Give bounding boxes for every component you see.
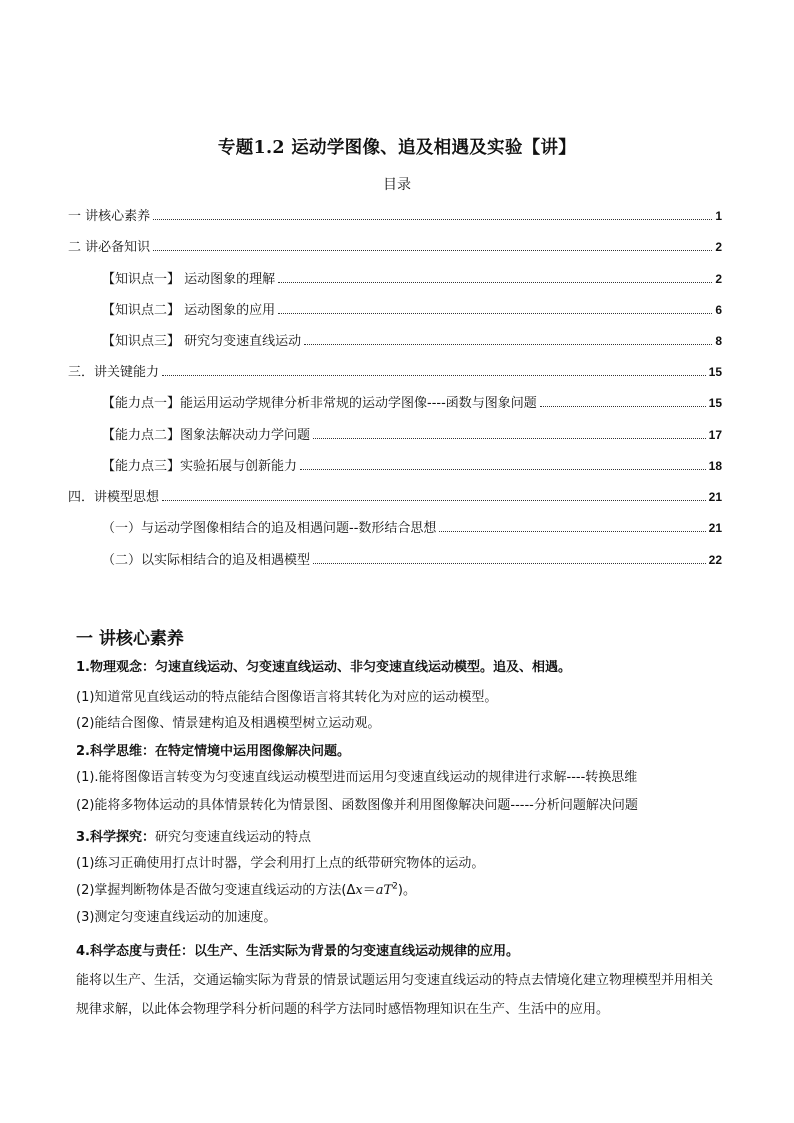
toc-item-page: 8: [715, 334, 722, 348]
toc-item-label: 四．讲模型思想: [68, 490, 160, 505]
toc-heading: 目录: [383, 177, 411, 193]
toc-item-label: 【知识点三】 研究匀变速直线运动: [102, 334, 302, 349]
formula-prefix: (2)掌握判断物体是否做匀变速直线运动的方法(Δ: [76, 883, 356, 898]
paragraph: (1).能将图像语言转变为匀变速直线运动模型进而运用匀变速直线运动的规律进行求解----转换思维: [76, 770, 638, 785]
paragraph: (1)知道常见直线运动的特点能结合图像语言将其转化为对应的运动模型。: [76, 690, 498, 705]
toc-item[interactable]: [102, 330, 722, 350]
inquiry-label: 3.科学探究：: [76, 830, 155, 845]
toc-item-page: 1: [715, 209, 722, 223]
toc-item-label: （一）与运动学图像相结合的追及相遇问题--数形结合思想: [102, 521, 437, 536]
core-literacy-scientific-inquiry: [76, 826, 311, 845]
core-literacy-scientific-thinking: 2.科学思维：在特定情境中运用图像解决问题。: [76, 744, 350, 759]
toc-item-page: 22: [708, 553, 722, 567]
toc-item-page: 21: [708, 521, 722, 535]
toc-item[interactable]: [68, 486, 722, 506]
toc-item-label: 【能力点二】图象法解决动力学问题: [102, 428, 311, 443]
toc-item-page: 2: [715, 272, 722, 286]
toc-leader-dots: [439, 531, 705, 532]
paragraph: (2)能结合图像、情景建构追及相遇模型树立运动观。: [76, 716, 381, 731]
toc-item-label: 【能力点一】能运用运动学规律分析非常规的运动学图像----函数与图象问题: [102, 396, 537, 411]
toc-leader-dots: [300, 469, 706, 470]
toc-item-page: 15: [708, 365, 722, 379]
toc-leader-dots: [278, 313, 712, 314]
toc-item[interactable]: [68, 205, 722, 225]
toc-item[interactable]: [102, 268, 722, 288]
toc-item[interactable]: [102, 549, 722, 569]
paragraph: (3)测定匀变速直线运动的加速度。: [76, 910, 277, 925]
toc-item-page: 2: [715, 240, 722, 254]
toc-item[interactable]: [102, 455, 722, 475]
toc-item[interactable]: [68, 236, 722, 256]
formula-superscript: 2: [392, 881, 398, 892]
formula-equals: ＝: [362, 883, 376, 898]
core-literacy-scientific-attitude: 4.科学态度与责任：以生产、生活实际为背景的匀变速直线运动规律的应用。: [76, 944, 519, 959]
toc-item-label: 【能力点三】实验拓展与创新能力: [102, 459, 298, 474]
toc-leader-dots: [313, 563, 706, 564]
paragraph: [76, 879, 416, 898]
toc-item-page: 15: [708, 396, 722, 410]
toc-item-label: 【知识点二】 运动图象的应用: [102, 303, 276, 318]
toc-item[interactable]: [102, 299, 722, 319]
toc-item-label: 三．讲关键能力: [68, 365, 160, 380]
paragraph-body: 能将以生产、生活，交通运输实际为背景的情景试题运用匀变速直线运动的特点去情境化建立物理模型并用相关规律求解，以此体会物理学科分析问题的科学方法同时感悟物理知识在生产、生活中的应用。: [76, 973, 714, 1017]
toc-item[interactable]: [68, 361, 722, 381]
section-heading: 一 讲核心素养: [76, 629, 184, 649]
toc-leader-dots: [153, 219, 712, 220]
paragraph: (2)能将多物体运动的具体情景转化为情景图、函数图像并利用图像解决问题-----分析问题解决问题: [76, 798, 638, 813]
formula-x: x: [355, 883, 363, 898]
toc-item-label: 一 讲核心素养: [68, 209, 151, 224]
formula-aT: aT: [375, 883, 393, 898]
toc-leader-dots: [153, 250, 712, 251]
toc-leader-dots: [162, 500, 706, 501]
toc-item[interactable]: [102, 424, 722, 444]
core-literacy-physics-concept: 1.物理观念：匀速直线运动、匀变速直线运动、非匀变速直线运动模型。追及、相遇。: [76, 660, 571, 675]
toc-item[interactable]: [102, 392, 722, 412]
toc-item-label: 【知识点一】 运动图象的理解: [102, 272, 276, 287]
toc-item-page: 17: [708, 428, 722, 442]
toc-item-page: 6: [715, 303, 722, 317]
toc-leader-dots: [313, 438, 706, 439]
toc-item-label: 二 讲必备知识: [68, 240, 151, 255]
toc-item-page: 21: [708, 490, 722, 504]
toc-leader-dots: [278, 282, 712, 283]
inquiry-text: 研究匀变速直线运动的特点: [154, 830, 311, 845]
toc-item-page: 18: [708, 459, 722, 473]
paragraph: (1)练习正确使用打点计时器，学会利用打上点的纸带研究物体的运动。: [76, 856, 485, 871]
toc-item-label: （二）以实际相结合的追及相遇模型: [102, 553, 311, 568]
formula-suffix: )。: [397, 883, 416, 898]
page-title: 专题1.2 运动学图像、追及相遇及实验【讲】: [217, 138, 577, 158]
toc-leader-dots: [304, 344, 712, 345]
toc-item[interactable]: [102, 517, 722, 537]
toc-leader-dots: [540, 406, 706, 407]
toc-leader-dots: [162, 375, 706, 376]
